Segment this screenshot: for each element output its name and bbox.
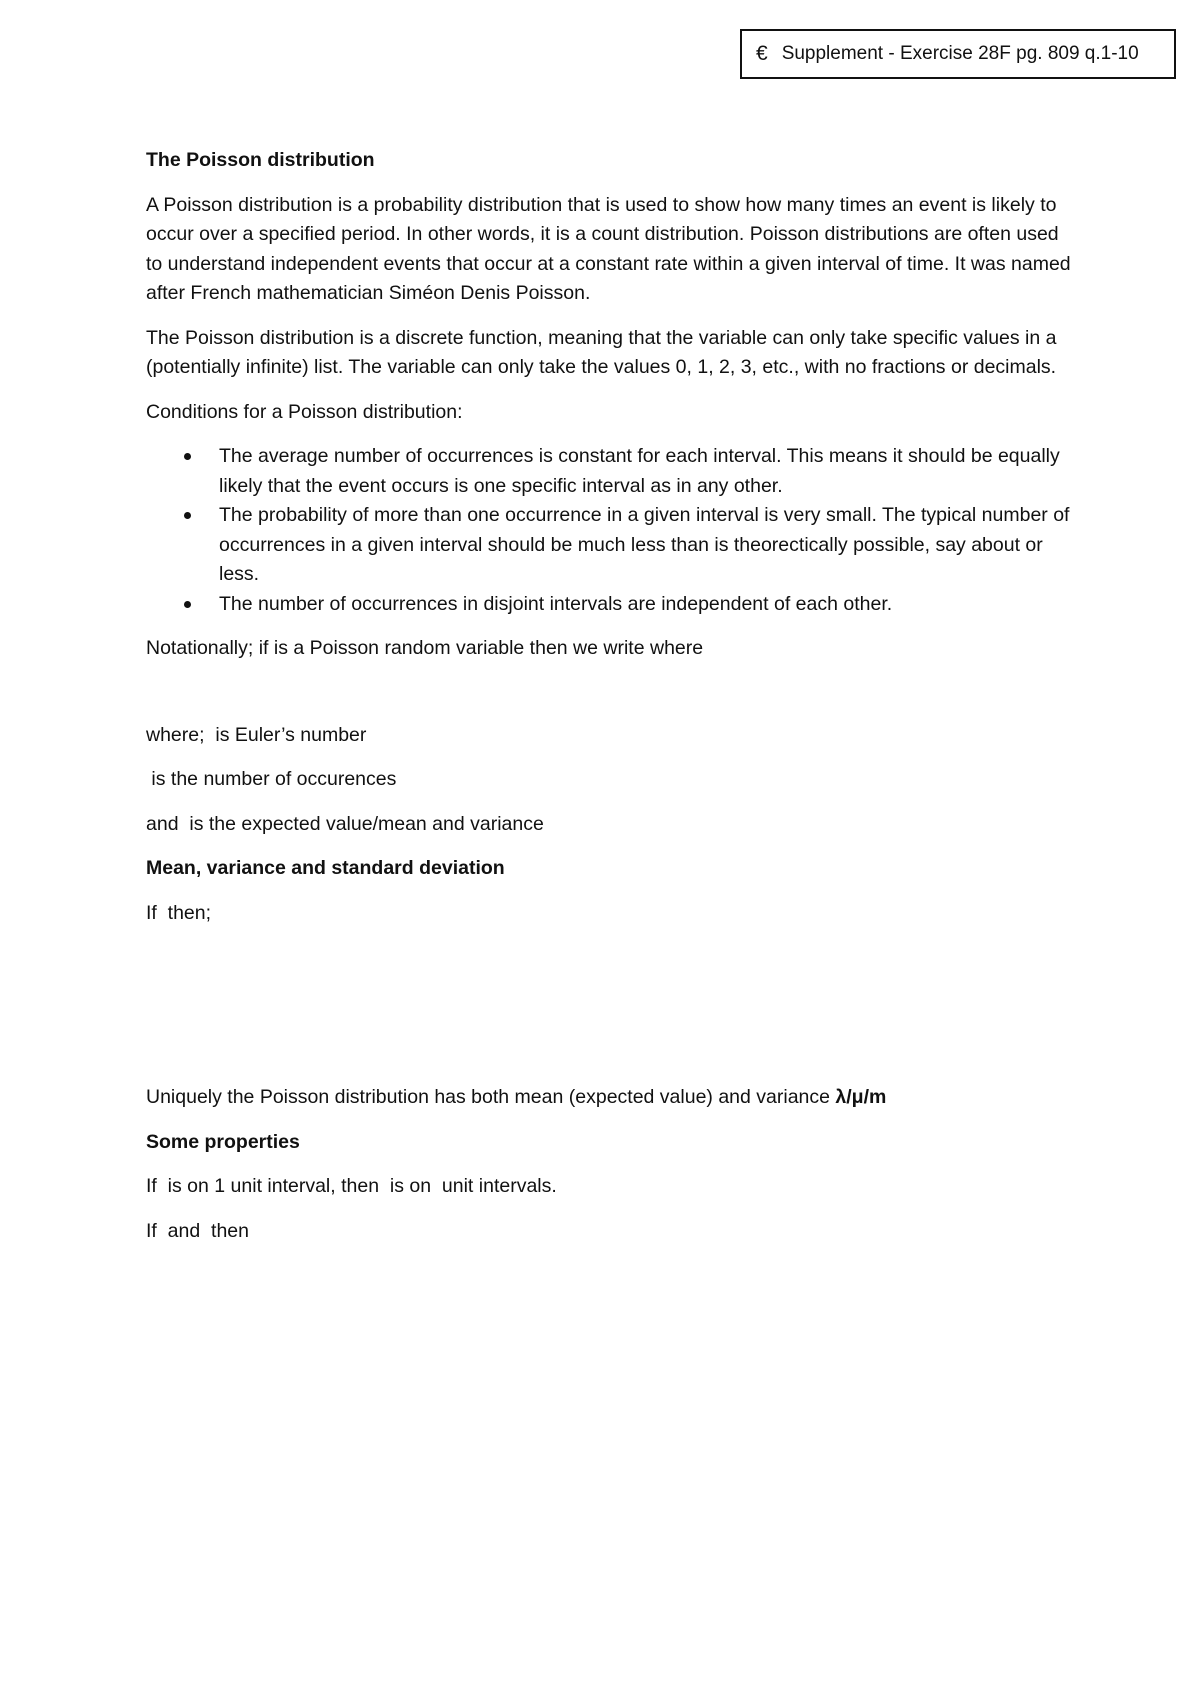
property-line: If is on 1 unit interval, then is on unit intervals. (146, 1175, 557, 1197)
bullet-icon (184, 512, 191, 519)
document-body (146, 146, 1076, 1261)
uniquely-line (146, 1083, 1076, 1113)
formula-placeholder (146, 943, 1076, 1083)
lambda-mu-m-symbols: λ/μ/m (835, 1086, 887, 1108)
mean-variance-heading: Mean, variance and standard deviation (146, 857, 505, 879)
bullet-icon (184, 453, 191, 460)
condition-text: The average number of occurrences is constant for each interval. This means it should be equally likely that the event occurs is one specific interval as in any other. (219, 445, 1060, 497)
where-line-occurrences: is the number of occurences (146, 768, 397, 790)
condition-item (146, 501, 1076, 590)
uniquely-text: Uniquely the Poisson distribution has both mean (expected value) and variance (146, 1086, 836, 1108)
condition-text: The probability of more than one occurrence in a given interval is very small. The typical number of occurrences in a given interval should be much less than is theorectically possible, say about or less. (219, 504, 1070, 585)
bullet-icon (184, 601, 191, 608)
where-line-euler: where; is Euler’s number (146, 723, 367, 746)
discrete-paragraph: The Poisson distribution is a discrete function, meaning that the variable can only take specific values in a (potentially infinite) list. The variable can only take the values 0, 1, 2, 3, etc., with no fractions or decimals. (146, 326, 1057, 378)
condition-item (146, 590, 1076, 620)
conditions-list (146, 442, 1076, 619)
where-line-mean: and is the expected value/mean and variance (146, 812, 544, 835)
conditions-heading: Conditions for a Poisson distribution: (146, 400, 463, 423)
exercise-reference-text: Supplement - Exercise 28F pg. 809 q.1-10 (781, 43, 1139, 64)
intro-paragraph: A Poisson distribution is a probability distribution that is used to show how many times an event is likely to occur over a specified period. In other words, it is a count distribution. Poisson distributions are often used to understand independent events that occur at a constant rate within a given interval of time. It was named after French mathematician Siméon Denis Poisson. (146, 193, 1071, 304)
formula-placeholder (146, 679, 1076, 721)
property-line: If and then (146, 1219, 249, 1242)
some-properties-heading: Some properties (146, 1130, 300, 1153)
exercise-reference-box (740, 29, 1176, 79)
if-then-line: If then; (146, 901, 212, 924)
notation-line: Notationally; if is a Poisson random variable then we write where (146, 637, 704, 659)
condition-text: The number of occurrences in disjoint intervals are independent of each other. (219, 592, 893, 615)
condition-item (146, 442, 1076, 501)
euro-symbol: € (756, 42, 768, 65)
document-title: The Poisson distribution (146, 149, 375, 171)
